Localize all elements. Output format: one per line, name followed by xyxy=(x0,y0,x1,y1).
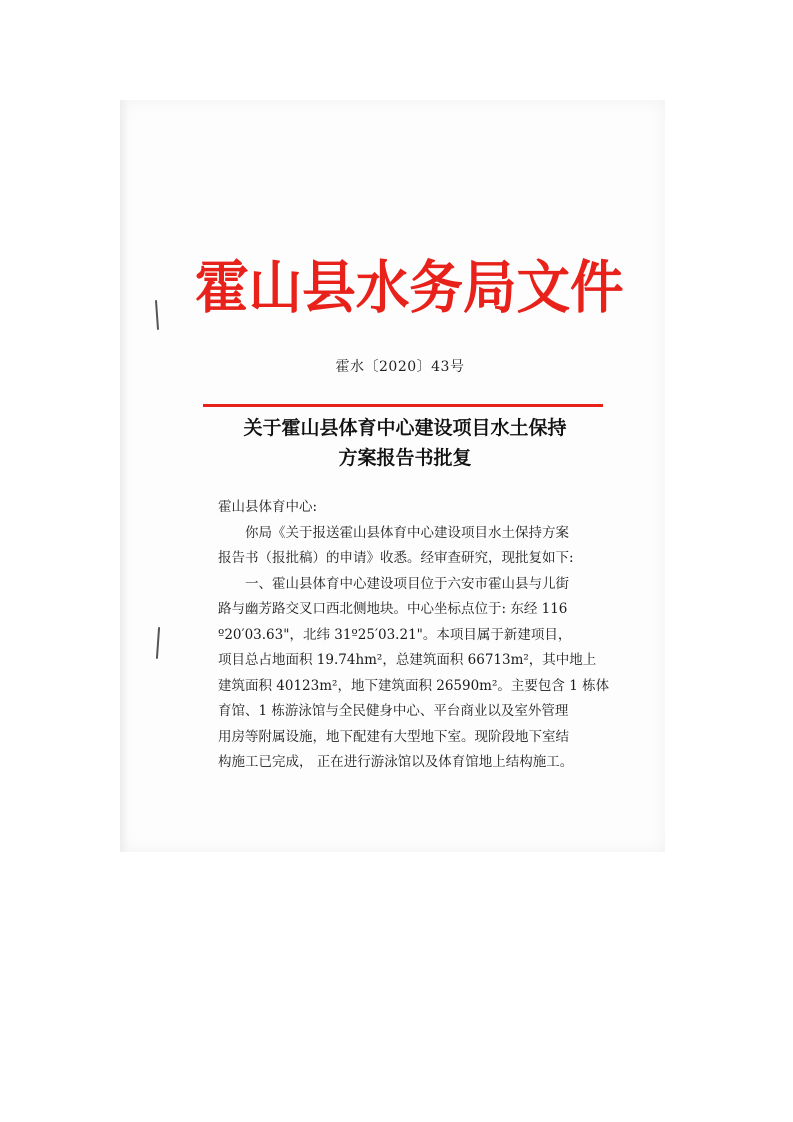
document-body xyxy=(218,495,610,776)
document-title xyxy=(205,413,605,473)
red-divider-line xyxy=(203,404,603,407)
body-line: 用房等附属设施，地下配建有大型地下室。现阶段地下室结 xyxy=(218,728,569,745)
body-line: 一、霍山县体育中心建设项目位于六安市霍山县与儿街 xyxy=(245,575,569,592)
body-line: 路与幽芳路交叉口西北侧地块。中心坐标点位于: 东经 116 xyxy=(218,601,568,617)
document-header: 霍山县水务局文件 xyxy=(195,255,624,321)
body-line: 你局《关于报送霍山县体育中心建设项目水土保持方案 xyxy=(245,524,569,541)
body-line: 报告书（报批稿）的申请》收悉。经审查研究，现批复如下: xyxy=(218,550,574,566)
body-line: 项目总占地面积 19.74hm²，总建筑面积 66713m²，其中地上 xyxy=(218,652,597,668)
document-title-line: 关于霍山县体育中心建设项目水土保持 xyxy=(243,417,567,439)
body-line: º20′03.63"，北纬 31º25′03.21"。本项目属于新建项目， xyxy=(218,626,572,643)
document-number: 霍水〔2020〕43号 xyxy=(335,359,465,375)
body-line: 建筑面积 40123m²，地下建筑面积 26590m²。主要包含 1 栋体 xyxy=(218,677,610,694)
body-line: 育馆、1 栋游泳馆与全民健身中心、平台商业以及室外管理 xyxy=(218,703,569,719)
body-line: 构施工已完成， 正在进行游泳馆以及体育馆地上结构施工。 xyxy=(218,754,574,770)
salutation: 霍山县体育中心: xyxy=(218,499,318,515)
document-title-line: 方案报告书批复 xyxy=(338,447,472,469)
